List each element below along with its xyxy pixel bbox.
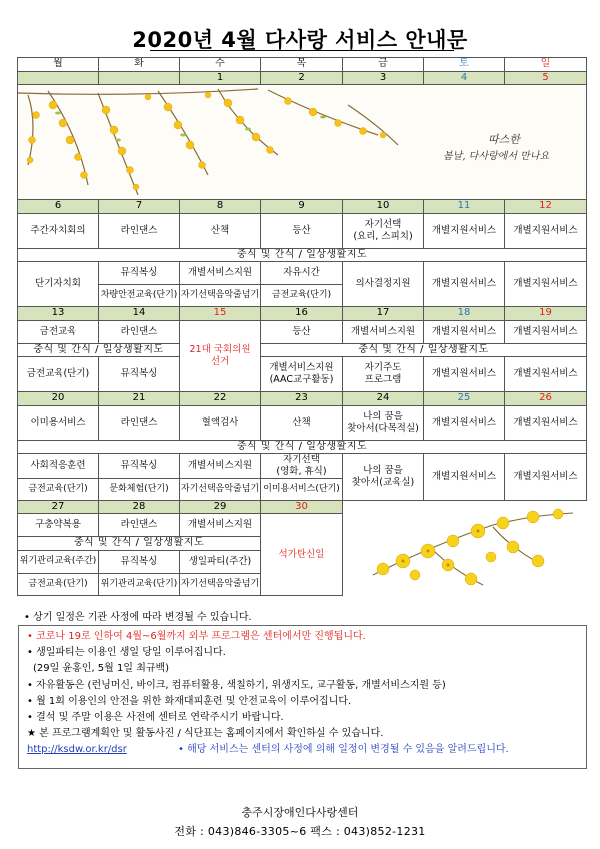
activity-cell: 개별지원서비스 bbox=[424, 262, 505, 307]
notice-line: ★ 본 프로그램계획안 및 활동사진 / 식단표는 홈페이지에서 확인하실 수 있습니다. bbox=[27, 728, 384, 740]
date-cell: 25 bbox=[424, 392, 505, 406]
activity-cell: 산책 bbox=[180, 213, 261, 248]
activity-cell: 개별지원서비스 bbox=[424, 405, 505, 440]
activity-cell: 개별지원서비스 bbox=[424, 213, 505, 248]
page-title: 2020년 4월 다사랑 서비스 안내문 bbox=[132, 28, 468, 52]
calendar-table bbox=[17, 57, 587, 596]
notice-line: • 결석 및 주말 이용은 사전에 센터로 연락주시기 바랍니다. bbox=[27, 712, 284, 724]
activity-cell: 개별서비스지원 bbox=[180, 514, 261, 537]
date-cell: 5 bbox=[505, 71, 587, 85]
activity-cell: 문화체험(단기) bbox=[99, 478, 180, 500]
activity-cell: 생일파티(주간) bbox=[180, 550, 261, 573]
date-cell: 16 bbox=[261, 307, 343, 321]
banner-script-line1: 따스한 bbox=[488, 133, 520, 146]
lunch-band: 중식 및 간식 / 일상생활지도 bbox=[18, 343, 180, 357]
forsythia-banner bbox=[18, 85, 587, 200]
date-cell: 9 bbox=[261, 200, 343, 214]
activity-cell: 자기주도 프로그램 bbox=[343, 357, 424, 392]
date-cell: 22 bbox=[180, 392, 261, 406]
notice-line: • 자유활동은 (런닝머신, 바이크, 컴퓨터활용, 색칠하기, 위생지도, 교구활동, 개별서비스지원 등) bbox=[27, 679, 446, 691]
url-note: • 해당 서비스는 센터의 사정에 의해 일정이 변경될 수 있음을 알려드립니다. bbox=[178, 744, 509, 756]
date-cell: 26 bbox=[505, 392, 587, 406]
notice-line: • 월 1회 이용인의 안전을 위한 화재대피훈련 및 안전교육이 이루어집니다. bbox=[27, 695, 352, 707]
week1-date-row bbox=[18, 71, 587, 85]
date-cell: 1 bbox=[180, 71, 261, 85]
activity-cell: 금전교육(단기) bbox=[18, 573, 99, 595]
activity-cell: 단기자치회 bbox=[18, 262, 99, 307]
homepage-link[interactable]: http://ksdw.or.kr/dsr bbox=[27, 744, 127, 756]
activity-cell: 나의 꿈을 찾아서(다목적실) bbox=[343, 405, 424, 440]
weekday-sun: 일 bbox=[505, 58, 587, 72]
activity-cell: 뮤직복싱 bbox=[99, 550, 180, 573]
date-cell: 21 bbox=[99, 392, 180, 406]
date-cell: 27 bbox=[18, 500, 99, 514]
date-cell: 3 bbox=[343, 71, 424, 85]
weekday-sat: 토 bbox=[424, 58, 505, 72]
activity-cell: 개별지원서비스 bbox=[505, 320, 587, 343]
schedule-change-note: • 상기 일정은 기관 사정에 따라 변경될 수 있습니다. bbox=[24, 612, 252, 623]
activity-cell: 자유시간 bbox=[261, 262, 343, 285]
activity-cell: 개별서비스지원 bbox=[180, 454, 261, 479]
activity-cell: 개별지원서비스 bbox=[505, 262, 587, 307]
date-cell: 13 bbox=[18, 307, 99, 321]
activity-cell: 이미용서비스 bbox=[18, 405, 99, 440]
date-cell: 6 bbox=[18, 200, 99, 214]
lunch-band: 중식 및 간식 / 일상생활지도 bbox=[261, 343, 587, 357]
activity-cell: 개별지원서비스 bbox=[424, 454, 505, 501]
weekday-thu: 목 bbox=[261, 58, 343, 72]
activity-cell: 자기선택 (영화, 휴식) bbox=[261, 454, 343, 479]
banner-script-line2: 봄날, 다사랑에서 만나요 bbox=[443, 151, 550, 162]
weekday-wed: 수 bbox=[180, 58, 261, 72]
weekday-header-row bbox=[18, 58, 587, 72]
date-cell: 4 bbox=[424, 71, 505, 85]
date-cell: 23 bbox=[261, 392, 343, 406]
activity-cell: 의사결정지원 bbox=[343, 262, 424, 307]
week5-date-row bbox=[18, 500, 587, 514]
date-cell: 24 bbox=[343, 392, 424, 406]
activity-cell: 개별지원서비스 bbox=[424, 357, 505, 392]
lunch-band: 중식 및 간식 / 일상생활지도 bbox=[18, 440, 587, 454]
footer-contact: 전화 : 043)846-3305~6 팩스 : 043)852-1231 bbox=[174, 825, 426, 838]
title-underline bbox=[150, 50, 454, 51]
activity-cell: 뮤직복싱 bbox=[99, 357, 180, 392]
activity-cell: 위기관리교육(단기) bbox=[99, 573, 180, 595]
activity-cell: 자기선택음악줄넘기 bbox=[180, 285, 261, 307]
activity-cell: 금전교육(단기) bbox=[18, 478, 99, 500]
activity-cell: 등산 bbox=[261, 213, 343, 248]
week3-date-row bbox=[18, 307, 587, 321]
activity-cell: 뮤직복싱 bbox=[99, 262, 180, 285]
date-cell: 11 bbox=[424, 200, 505, 214]
date-cell bbox=[99, 71, 180, 85]
date-cell: 12 bbox=[505, 200, 587, 214]
holiday-cell: 석가탄신일 bbox=[261, 514, 343, 596]
activity-cell: 개별지원서비스 bbox=[424, 320, 505, 343]
date-cell: 2 bbox=[261, 71, 343, 85]
date-cell: 14 bbox=[99, 307, 180, 321]
footer-org: 충주시장애인다사랑센터 bbox=[241, 806, 359, 819]
forsythia-corner bbox=[343, 500, 587, 595]
activity-cell: 라인댄스 bbox=[99, 514, 180, 537]
activity-cell: 구충약복용 bbox=[18, 514, 99, 537]
activity-cell: 개별지원서비스 bbox=[505, 454, 587, 501]
week2-am-row bbox=[18, 213, 587, 248]
week2-date-row bbox=[18, 200, 587, 214]
activity-cell: 개별지원서비스 bbox=[505, 213, 587, 248]
activity-cell: 자기선택음악줄넘기 bbox=[180, 573, 261, 595]
activity-cell: 혈액검사 bbox=[180, 405, 261, 440]
weekday-mon: 월 bbox=[18, 58, 99, 72]
date-cell: 7 bbox=[99, 200, 180, 214]
notice-line: • 생일파티는 이용인 생일 당일 이루어집니다. bbox=[27, 647, 226, 659]
notice-line: • 코로나 19로 인하여 4월~6월까지 외부 프로그램은 센터에서만 진행됩니다. bbox=[27, 631, 366, 642]
date-cell: 30 bbox=[261, 500, 343, 514]
activity-cell: 라인댄스 bbox=[99, 320, 180, 343]
activity-cell: 개별지원서비스 bbox=[505, 357, 587, 392]
date-cell: 18 bbox=[424, 307, 505, 321]
date-cell: 29 bbox=[180, 500, 261, 514]
notice-box bbox=[18, 625, 587, 769]
activity-cell: 라인댄스 bbox=[99, 405, 180, 440]
date-cell: 20 bbox=[18, 392, 99, 406]
lunch-band: 중식 및 간식 / 일상생활지도 bbox=[18, 537, 261, 551]
activity-cell: 금전교육(단기) bbox=[261, 285, 343, 307]
activity-cell: 뮤직복싱 bbox=[99, 454, 180, 479]
activity-cell: 개별서비스지원 bbox=[343, 320, 424, 343]
date-cell: 10 bbox=[343, 200, 424, 214]
forsythia-banner-image bbox=[18, 85, 586, 199]
activity-cell: 주간자치회의 bbox=[18, 213, 99, 248]
activity-cell: 나의 꿈을 찾아서(교육실) bbox=[343, 454, 424, 501]
week4-date-row bbox=[18, 392, 587, 406]
date-cell: 8 bbox=[180, 200, 261, 214]
weekday-tue: 화 bbox=[99, 58, 180, 72]
activity-cell: 자기선택음악줄넘기 bbox=[180, 478, 261, 500]
activity-cell: 금전교육 bbox=[18, 320, 99, 343]
activity-cell: 등산 bbox=[261, 320, 343, 343]
date-cell: 19 bbox=[505, 307, 587, 321]
activity-cell: 차량안전교육(단기) bbox=[99, 285, 180, 307]
activity-cell: 자기선택 (요리, 스피치) bbox=[343, 213, 424, 248]
weekday-fri: 금 bbox=[343, 58, 424, 72]
activity-cell: 개별지원서비스 bbox=[505, 405, 587, 440]
lunch-band: 중식 및 간식 / 일상생활지도 bbox=[18, 248, 587, 262]
forsythia-corner-image bbox=[343, 505, 587, 591]
date-cell: 15 bbox=[180, 307, 261, 321]
date-cell: 17 bbox=[343, 307, 424, 321]
activity-cell: 이미용서비스(단기) bbox=[261, 478, 343, 500]
date-cell: 28 bbox=[99, 500, 180, 514]
activity-cell: 위기관리교육(주간) bbox=[18, 550, 99, 573]
activity-cell: 개별서비스지원 bbox=[180, 262, 261, 285]
date-cell bbox=[18, 71, 99, 85]
notice-line: (29일 윤홍인, 5월 1일 최규백) bbox=[33, 663, 170, 675]
activity-cell: 산책 bbox=[261, 405, 343, 440]
holiday-cell: 21대 국회의원 선거 bbox=[180, 320, 261, 392]
activity-cell: 라인댄스 bbox=[99, 213, 180, 248]
activity-cell: 개별서비스지원 (AAC교구활동) bbox=[261, 357, 343, 392]
activity-cell: 사회적응훈련 bbox=[18, 454, 99, 479]
activity-cell: 금전교육(단기) bbox=[18, 357, 99, 392]
